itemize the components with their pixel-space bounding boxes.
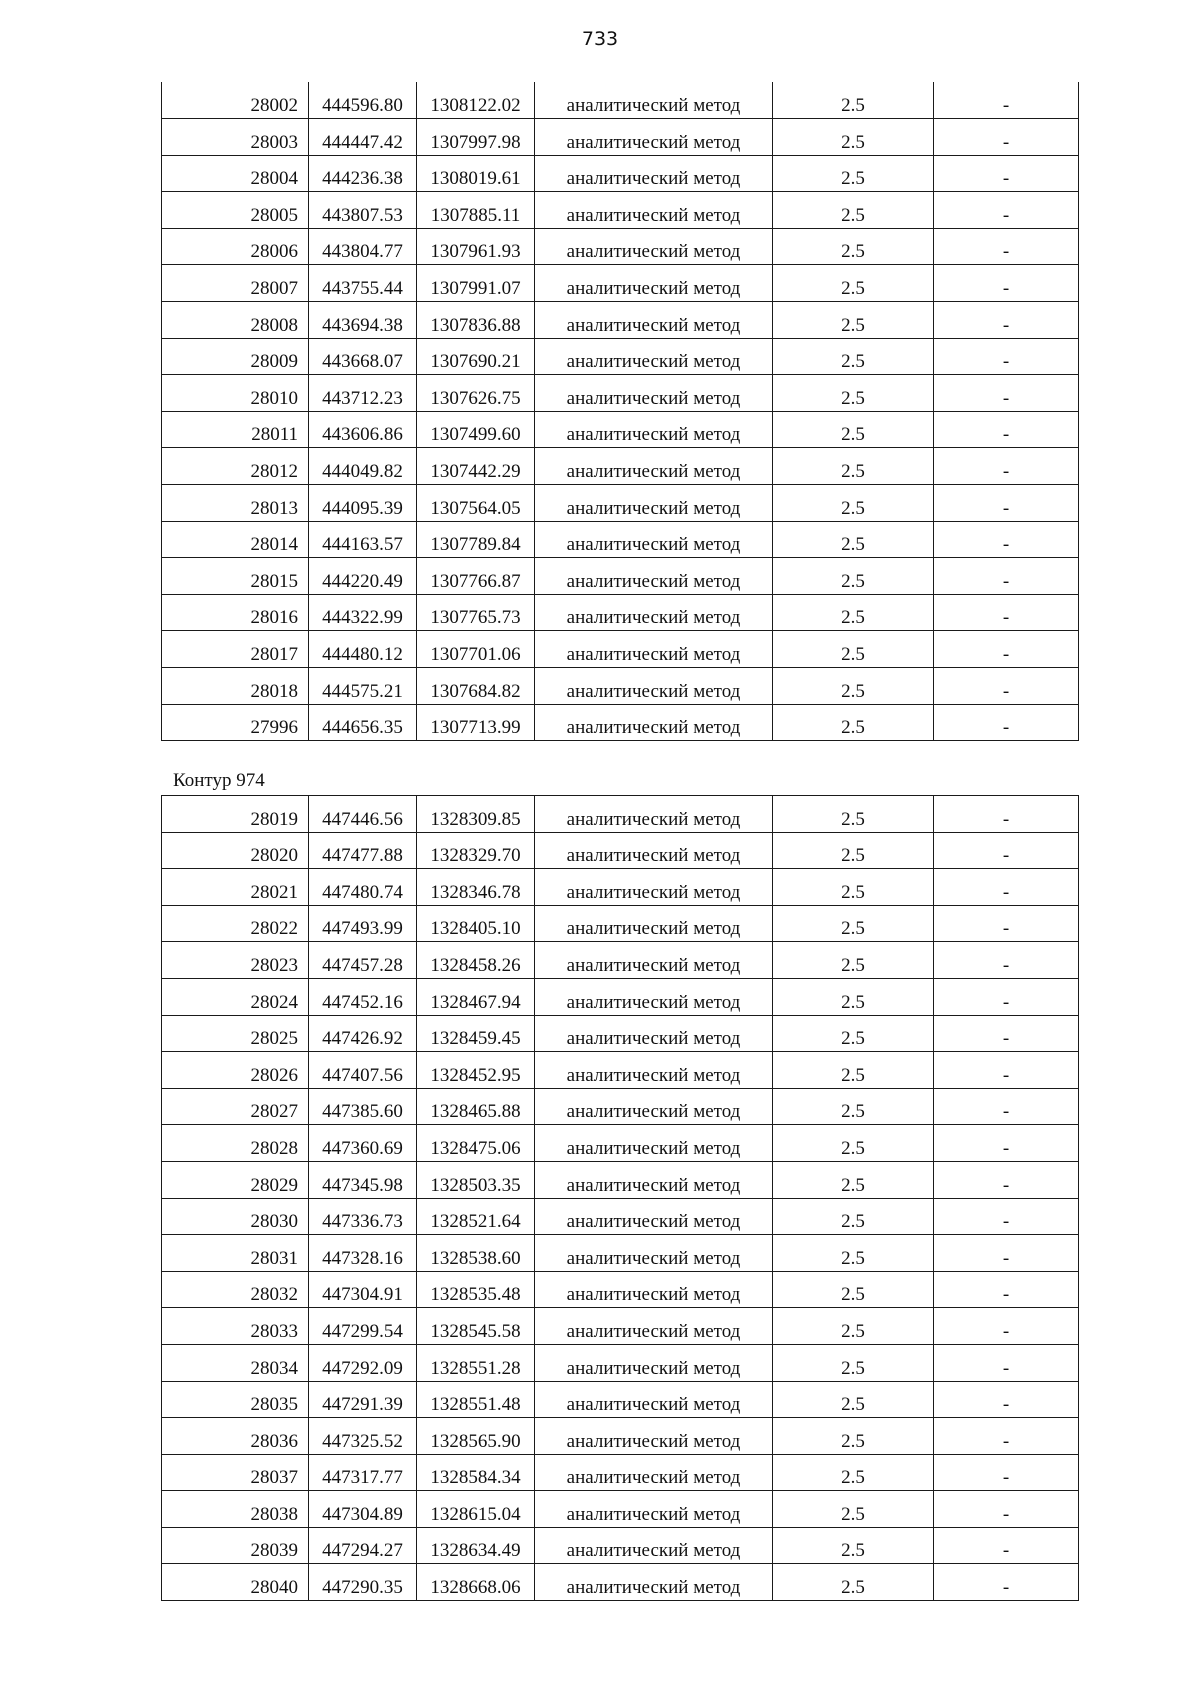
y-coordinate-cell: 1328467.94 <box>417 978 535 1015</box>
x-coordinate-cell: 447446.56 <box>309 796 417 833</box>
table-row <box>162 942 1079 979</box>
point-number-cell: 28039 <box>162 1527 309 1564</box>
accuracy-cell: 2.5 <box>773 1015 934 1052</box>
note-cell: - <box>934 1271 1079 1308</box>
accuracy-cell: 2.5 <box>773 302 934 339</box>
table-row <box>162 1454 1079 1491</box>
table-row <box>162 375 1079 412</box>
y-coordinate-cell: 1307713.99 <box>417 704 535 741</box>
y-coordinate-cell: 1307684.82 <box>417 668 535 705</box>
table-row <box>162 119 1079 156</box>
x-coordinate-cell: 447493.99 <box>309 905 417 942</box>
table-row <box>162 1418 1079 1455</box>
table-row <box>162 869 1079 906</box>
method-cell: аналитический метод <box>535 978 773 1015</box>
note-cell: - <box>934 1564 1079 1601</box>
note-cell: - <box>934 796 1079 833</box>
method-cell: аналитический метод <box>535 942 773 979</box>
table-row <box>162 1198 1079 1235</box>
accuracy-cell: 2.5 <box>773 448 934 485</box>
point-number-cell: 28005 <box>162 192 309 229</box>
note-cell: - <box>934 1161 1079 1198</box>
point-number-cell: 28022 <box>162 905 309 942</box>
note-cell: - <box>934 668 1079 705</box>
method-cell: аналитический метод <box>535 1015 773 1052</box>
x-coordinate-cell: 443807.53 <box>309 192 417 229</box>
table-row <box>162 668 1079 705</box>
x-coordinate-cell: 447290.35 <box>309 1564 417 1601</box>
table-row <box>162 411 1079 448</box>
note-cell: - <box>934 594 1079 631</box>
y-coordinate-cell: 1328565.90 <box>417 1418 535 1455</box>
method-cell: аналитический метод <box>535 1418 773 1455</box>
note-cell: - <box>934 1052 1079 1089</box>
y-coordinate-cell: 1307564.05 <box>417 485 535 522</box>
note-cell: - <box>934 302 1079 339</box>
method-cell: аналитический метод <box>535 594 773 631</box>
method-cell: аналитический метод <box>535 1564 773 1601</box>
point-number-cell: 28027 <box>162 1088 309 1125</box>
point-number-cell: 28025 <box>162 1015 309 1052</box>
note-cell: - <box>934 192 1079 229</box>
note-cell: - <box>934 1418 1079 1455</box>
point-number-cell: 28015 <box>162 558 309 595</box>
x-coordinate-cell: 447452.16 <box>309 978 417 1015</box>
table-row <box>162 558 1079 595</box>
y-coordinate-cell: 1307885.11 <box>417 192 535 229</box>
y-coordinate-cell: 1307765.73 <box>417 594 535 631</box>
point-number-cell: 28021 <box>162 869 309 906</box>
x-coordinate-cell: 447294.27 <box>309 1527 417 1564</box>
coordinates-table-continued <box>161 82 1079 741</box>
table-row <box>162 796 1079 833</box>
note-cell: - <box>934 942 1079 979</box>
x-coordinate-cell: 443694.38 <box>309 302 417 339</box>
y-coordinate-cell: 1328668.06 <box>417 1564 535 1601</box>
accuracy-cell: 2.5 <box>773 192 934 229</box>
x-coordinate-cell: 447292.09 <box>309 1344 417 1381</box>
method-cell: аналитический метод <box>535 1198 773 1235</box>
y-coordinate-cell: 1328458.26 <box>417 942 535 979</box>
x-coordinate-cell: 444480.12 <box>309 631 417 668</box>
x-coordinate-cell: 444220.49 <box>309 558 417 595</box>
note-cell: - <box>934 485 1079 522</box>
method-cell: аналитический метод <box>535 375 773 412</box>
point-number-cell: 28035 <box>162 1381 309 1418</box>
accuracy-cell: 2.5 <box>773 832 934 869</box>
accuracy-cell: 2.5 <box>773 1381 934 1418</box>
accuracy-cell: 2.5 <box>773 594 934 631</box>
x-coordinate-cell: 443606.86 <box>309 411 417 448</box>
point-number-cell: 28019 <box>162 796 309 833</box>
x-coordinate-cell: 444049.82 <box>309 448 417 485</box>
x-coordinate-cell: 444447.42 <box>309 119 417 156</box>
x-coordinate-cell: 447304.89 <box>309 1491 417 1528</box>
accuracy-cell: 2.5 <box>773 1125 934 1162</box>
method-cell: аналитический метод <box>535 1052 773 1089</box>
method-cell: аналитический метод <box>535 832 773 869</box>
note-cell: - <box>934 155 1079 192</box>
note-cell: - <box>934 1344 1079 1381</box>
x-coordinate-cell: 447345.98 <box>309 1161 417 1198</box>
table-row <box>162 1271 1079 1308</box>
point-number-cell: 28014 <box>162 521 309 558</box>
point-number-cell: 28016 <box>162 594 309 631</box>
table-row <box>162 1564 1079 1601</box>
method-cell: аналитический метод <box>535 1235 773 1272</box>
note-cell: - <box>934 1235 1079 1272</box>
note-cell: - <box>934 558 1079 595</box>
method-cell: аналитический метод <box>535 1344 773 1381</box>
method-cell: аналитический метод <box>535 448 773 485</box>
point-number-cell: 28006 <box>162 228 309 265</box>
y-coordinate-cell: 1307442.29 <box>417 448 535 485</box>
y-coordinate-cell: 1328405.10 <box>417 905 535 942</box>
contour-heading: Контур 974 <box>173 770 265 791</box>
note-cell: - <box>934 1527 1079 1564</box>
accuracy-cell: 2.5 <box>773 1198 934 1235</box>
point-number-cell: 28031 <box>162 1235 309 1272</box>
method-cell: аналитический метод <box>535 558 773 595</box>
y-coordinate-cell: 1308019.61 <box>417 155 535 192</box>
method-cell: аналитический метод <box>535 1454 773 1491</box>
accuracy-cell: 2.5 <box>773 521 934 558</box>
accuracy-cell: 2.5 <box>773 1491 934 1528</box>
table-row <box>162 82 1079 119</box>
note-cell: - <box>934 1308 1079 1345</box>
y-coordinate-cell: 1328503.35 <box>417 1161 535 1198</box>
table-row <box>162 302 1079 339</box>
x-coordinate-cell: 447480.74 <box>309 869 417 906</box>
note-cell: - <box>934 1454 1079 1491</box>
y-coordinate-cell: 1328535.48 <box>417 1271 535 1308</box>
x-coordinate-cell: 444596.80 <box>309 82 417 119</box>
y-coordinate-cell: 1328551.28 <box>417 1344 535 1381</box>
x-coordinate-cell: 447407.56 <box>309 1052 417 1089</box>
point-number-cell: 27996 <box>162 704 309 741</box>
accuracy-cell: 2.5 <box>773 631 934 668</box>
point-number-cell: 28017 <box>162 631 309 668</box>
y-coordinate-cell: 1328475.06 <box>417 1125 535 1162</box>
method-cell: аналитический метод <box>535 485 773 522</box>
accuracy-cell: 2.5 <box>773 1527 934 1564</box>
accuracy-cell: 2.5 <box>773 228 934 265</box>
accuracy-cell: 2.5 <box>773 668 934 705</box>
table-row <box>162 1161 1079 1198</box>
point-number-cell: 28028 <box>162 1125 309 1162</box>
accuracy-cell: 2.5 <box>773 119 934 156</box>
y-coordinate-cell: 1328538.60 <box>417 1235 535 1272</box>
note-cell: - <box>934 448 1079 485</box>
x-coordinate-cell: 447360.69 <box>309 1125 417 1162</box>
method-cell: аналитический метод <box>535 521 773 558</box>
accuracy-cell: 2.5 <box>773 1161 934 1198</box>
table-row <box>162 1125 1079 1162</box>
method-cell: аналитический метод <box>535 82 773 119</box>
y-coordinate-cell: 1328615.04 <box>417 1491 535 1528</box>
table-row <box>162 485 1079 522</box>
x-coordinate-cell: 447328.16 <box>309 1235 417 1272</box>
y-coordinate-cell: 1308122.02 <box>417 82 535 119</box>
accuracy-cell: 2.5 <box>773 375 934 412</box>
x-coordinate-cell: 444236.38 <box>309 155 417 192</box>
y-coordinate-cell: 1328521.64 <box>417 1198 535 1235</box>
point-number-cell: 28030 <box>162 1198 309 1235</box>
x-coordinate-cell: 443712.23 <box>309 375 417 412</box>
accuracy-cell: 2.5 <box>773 155 934 192</box>
table-body <box>162 82 1079 741</box>
accuracy-cell: 2.5 <box>773 485 934 522</box>
method-cell: аналитический метод <box>535 905 773 942</box>
x-coordinate-cell: 447291.39 <box>309 1381 417 1418</box>
x-coordinate-cell: 443755.44 <box>309 265 417 302</box>
point-number-cell: 28009 <box>162 338 309 375</box>
y-coordinate-cell: 1328551.48 <box>417 1381 535 1418</box>
x-coordinate-cell: 447385.60 <box>309 1088 417 1125</box>
y-coordinate-cell: 1328346.78 <box>417 869 535 906</box>
x-coordinate-cell: 444322.99 <box>309 594 417 631</box>
table-row <box>162 1308 1079 1345</box>
y-coordinate-cell: 1307766.87 <box>417 558 535 595</box>
point-number-cell: 28011 <box>162 411 309 448</box>
method-cell: аналитический метод <box>535 1125 773 1162</box>
point-number-cell: 28036 <box>162 1418 309 1455</box>
table-row <box>162 1491 1079 1528</box>
coordinates-table-contour-974 <box>161 795 1079 1601</box>
accuracy-cell: 2.5 <box>773 338 934 375</box>
y-coordinate-cell: 1328309.85 <box>417 796 535 833</box>
accuracy-cell: 2.5 <box>773 796 934 833</box>
accuracy-cell: 2.5 <box>773 1235 934 1272</box>
method-cell: аналитический метод <box>535 1381 773 1418</box>
table-row <box>162 1381 1079 1418</box>
accuracy-cell: 2.5 <box>773 704 934 741</box>
point-number-cell: 28029 <box>162 1161 309 1198</box>
note-cell: - <box>934 1381 1079 1418</box>
note-cell: - <box>934 1125 1079 1162</box>
y-coordinate-cell: 1307701.06 <box>417 631 535 668</box>
x-coordinate-cell: 447457.28 <box>309 942 417 979</box>
note-cell: - <box>934 1088 1079 1125</box>
y-coordinate-cell: 1307690.21 <box>417 338 535 375</box>
x-coordinate-cell: 447426.92 <box>309 1015 417 1052</box>
note-cell: - <box>934 228 1079 265</box>
point-number-cell: 28037 <box>162 1454 309 1491</box>
y-coordinate-cell: 1307961.93 <box>417 228 535 265</box>
point-number-cell: 28034 <box>162 1344 309 1381</box>
table-row <box>162 228 1079 265</box>
point-number-cell: 28026 <box>162 1052 309 1089</box>
table-row <box>162 1052 1079 1089</box>
accuracy-cell: 2.5 <box>773 905 934 942</box>
accuracy-cell: 2.5 <box>773 1564 934 1601</box>
method-cell: аналитический метод <box>535 265 773 302</box>
accuracy-cell: 2.5 <box>773 82 934 119</box>
page-number: 733 <box>581 28 619 50</box>
method-cell: аналитический метод <box>535 338 773 375</box>
point-number-cell: 28020 <box>162 832 309 869</box>
accuracy-cell: 2.5 <box>773 1052 934 1089</box>
note-cell: - <box>934 265 1079 302</box>
note-cell: - <box>934 704 1079 741</box>
method-cell: аналитический метод <box>535 1271 773 1308</box>
table-row <box>162 155 1079 192</box>
point-number-cell: 28038 <box>162 1491 309 1528</box>
method-cell: аналитический метод <box>535 119 773 156</box>
point-number-cell: 28004 <box>162 155 309 192</box>
y-coordinate-cell: 1307991.07 <box>417 265 535 302</box>
point-number-cell: 28023 <box>162 942 309 979</box>
accuracy-cell: 2.5 <box>773 265 934 302</box>
point-number-cell: 28033 <box>162 1308 309 1345</box>
note-cell: - <box>934 411 1079 448</box>
x-coordinate-cell: 444163.57 <box>309 521 417 558</box>
y-coordinate-cell: 1328584.34 <box>417 1454 535 1491</box>
note-cell: - <box>934 631 1079 668</box>
note-cell: - <box>934 1198 1079 1235</box>
x-coordinate-cell: 444095.39 <box>309 485 417 522</box>
point-number-cell: 28013 <box>162 485 309 522</box>
point-number-cell: 28018 <box>162 668 309 705</box>
table-row <box>162 338 1079 375</box>
point-number-cell: 28012 <box>162 448 309 485</box>
x-coordinate-cell: 443804.77 <box>309 228 417 265</box>
accuracy-cell: 2.5 <box>773 1271 934 1308</box>
table-row <box>162 1527 1079 1564</box>
point-number-cell: 28010 <box>162 375 309 412</box>
accuracy-cell: 2.5 <box>773 558 934 595</box>
note-cell: - <box>934 1015 1079 1052</box>
x-coordinate-cell: 447304.91 <box>309 1271 417 1308</box>
y-coordinate-cell: 1307836.88 <box>417 302 535 339</box>
table-row <box>162 832 1079 869</box>
method-cell: аналитический метод <box>535 668 773 705</box>
note-cell: - <box>934 869 1079 906</box>
table-row <box>162 448 1079 485</box>
point-number-cell: 28007 <box>162 265 309 302</box>
note-cell: - <box>934 521 1079 558</box>
method-cell: аналитический метод <box>535 155 773 192</box>
table-body <box>162 796 1079 1601</box>
method-cell: аналитический метод <box>535 1527 773 1564</box>
y-coordinate-cell: 1328459.45 <box>417 1015 535 1052</box>
method-cell: аналитический метод <box>535 1308 773 1345</box>
point-number-cell: 28024 <box>162 978 309 1015</box>
table-row <box>162 631 1079 668</box>
method-cell: аналитический метод <box>535 228 773 265</box>
table-row <box>162 1088 1079 1125</box>
x-coordinate-cell: 444575.21 <box>309 668 417 705</box>
method-cell: аналитический метод <box>535 411 773 448</box>
table-row <box>162 265 1079 302</box>
method-cell: аналитический метод <box>535 302 773 339</box>
table-row <box>162 192 1079 229</box>
note-cell: - <box>934 375 1079 412</box>
y-coordinate-cell: 1307789.84 <box>417 521 535 558</box>
table-row <box>162 594 1079 631</box>
y-coordinate-cell: 1328465.88 <box>417 1088 535 1125</box>
accuracy-cell: 2.5 <box>773 1308 934 1345</box>
y-coordinate-cell: 1307499.60 <box>417 411 535 448</box>
note-cell: - <box>934 978 1079 1015</box>
y-coordinate-cell: 1307626.75 <box>417 375 535 412</box>
method-cell: аналитический метод <box>535 1088 773 1125</box>
point-number-cell: 28002 <box>162 82 309 119</box>
accuracy-cell: 2.5 <box>773 869 934 906</box>
point-number-cell: 28003 <box>162 119 309 156</box>
x-coordinate-cell: 447477.88 <box>309 832 417 869</box>
x-coordinate-cell: 447299.54 <box>309 1308 417 1345</box>
accuracy-cell: 2.5 <box>773 1454 934 1491</box>
y-coordinate-cell: 1328452.95 <box>417 1052 535 1089</box>
method-cell: аналитический метод <box>535 1161 773 1198</box>
table-row <box>162 905 1079 942</box>
note-cell: - <box>934 905 1079 942</box>
note-cell: - <box>934 1491 1079 1528</box>
method-cell: аналитический метод <box>535 796 773 833</box>
y-coordinate-cell: 1328634.49 <box>417 1527 535 1564</box>
table-row <box>162 1015 1079 1052</box>
y-coordinate-cell: 1328545.58 <box>417 1308 535 1345</box>
method-cell: аналитический метод <box>535 631 773 668</box>
y-coordinate-cell: 1307997.98 <box>417 119 535 156</box>
accuracy-cell: 2.5 <box>773 1344 934 1381</box>
x-coordinate-cell: 447317.77 <box>309 1454 417 1491</box>
accuracy-cell: 2.5 <box>773 1088 934 1125</box>
y-coordinate-cell: 1328329.70 <box>417 832 535 869</box>
table-row <box>162 704 1079 741</box>
table-row <box>162 1235 1079 1272</box>
accuracy-cell: 2.5 <box>773 978 934 1015</box>
accuracy-cell: 2.5 <box>773 411 934 448</box>
x-coordinate-cell: 447325.52 <box>309 1418 417 1455</box>
note-cell: - <box>934 832 1079 869</box>
point-number-cell: 28008 <box>162 302 309 339</box>
accuracy-cell: 2.5 <box>773 1418 934 1455</box>
method-cell: аналитический метод <box>535 192 773 229</box>
point-number-cell: 28032 <box>162 1271 309 1308</box>
x-coordinate-cell: 443668.07 <box>309 338 417 375</box>
method-cell: аналитический метод <box>535 1491 773 1528</box>
note-cell: - <box>934 119 1079 156</box>
table-row <box>162 1344 1079 1381</box>
method-cell: аналитический метод <box>535 704 773 741</box>
note-cell: - <box>934 338 1079 375</box>
table-row <box>162 521 1079 558</box>
x-coordinate-cell: 447336.73 <box>309 1198 417 1235</box>
point-number-cell: 28040 <box>162 1564 309 1601</box>
x-coordinate-cell: 444656.35 <box>309 704 417 741</box>
table-row <box>162 978 1079 1015</box>
accuracy-cell: 2.5 <box>773 942 934 979</box>
note-cell: - <box>934 82 1079 119</box>
method-cell: аналитический метод <box>535 869 773 906</box>
